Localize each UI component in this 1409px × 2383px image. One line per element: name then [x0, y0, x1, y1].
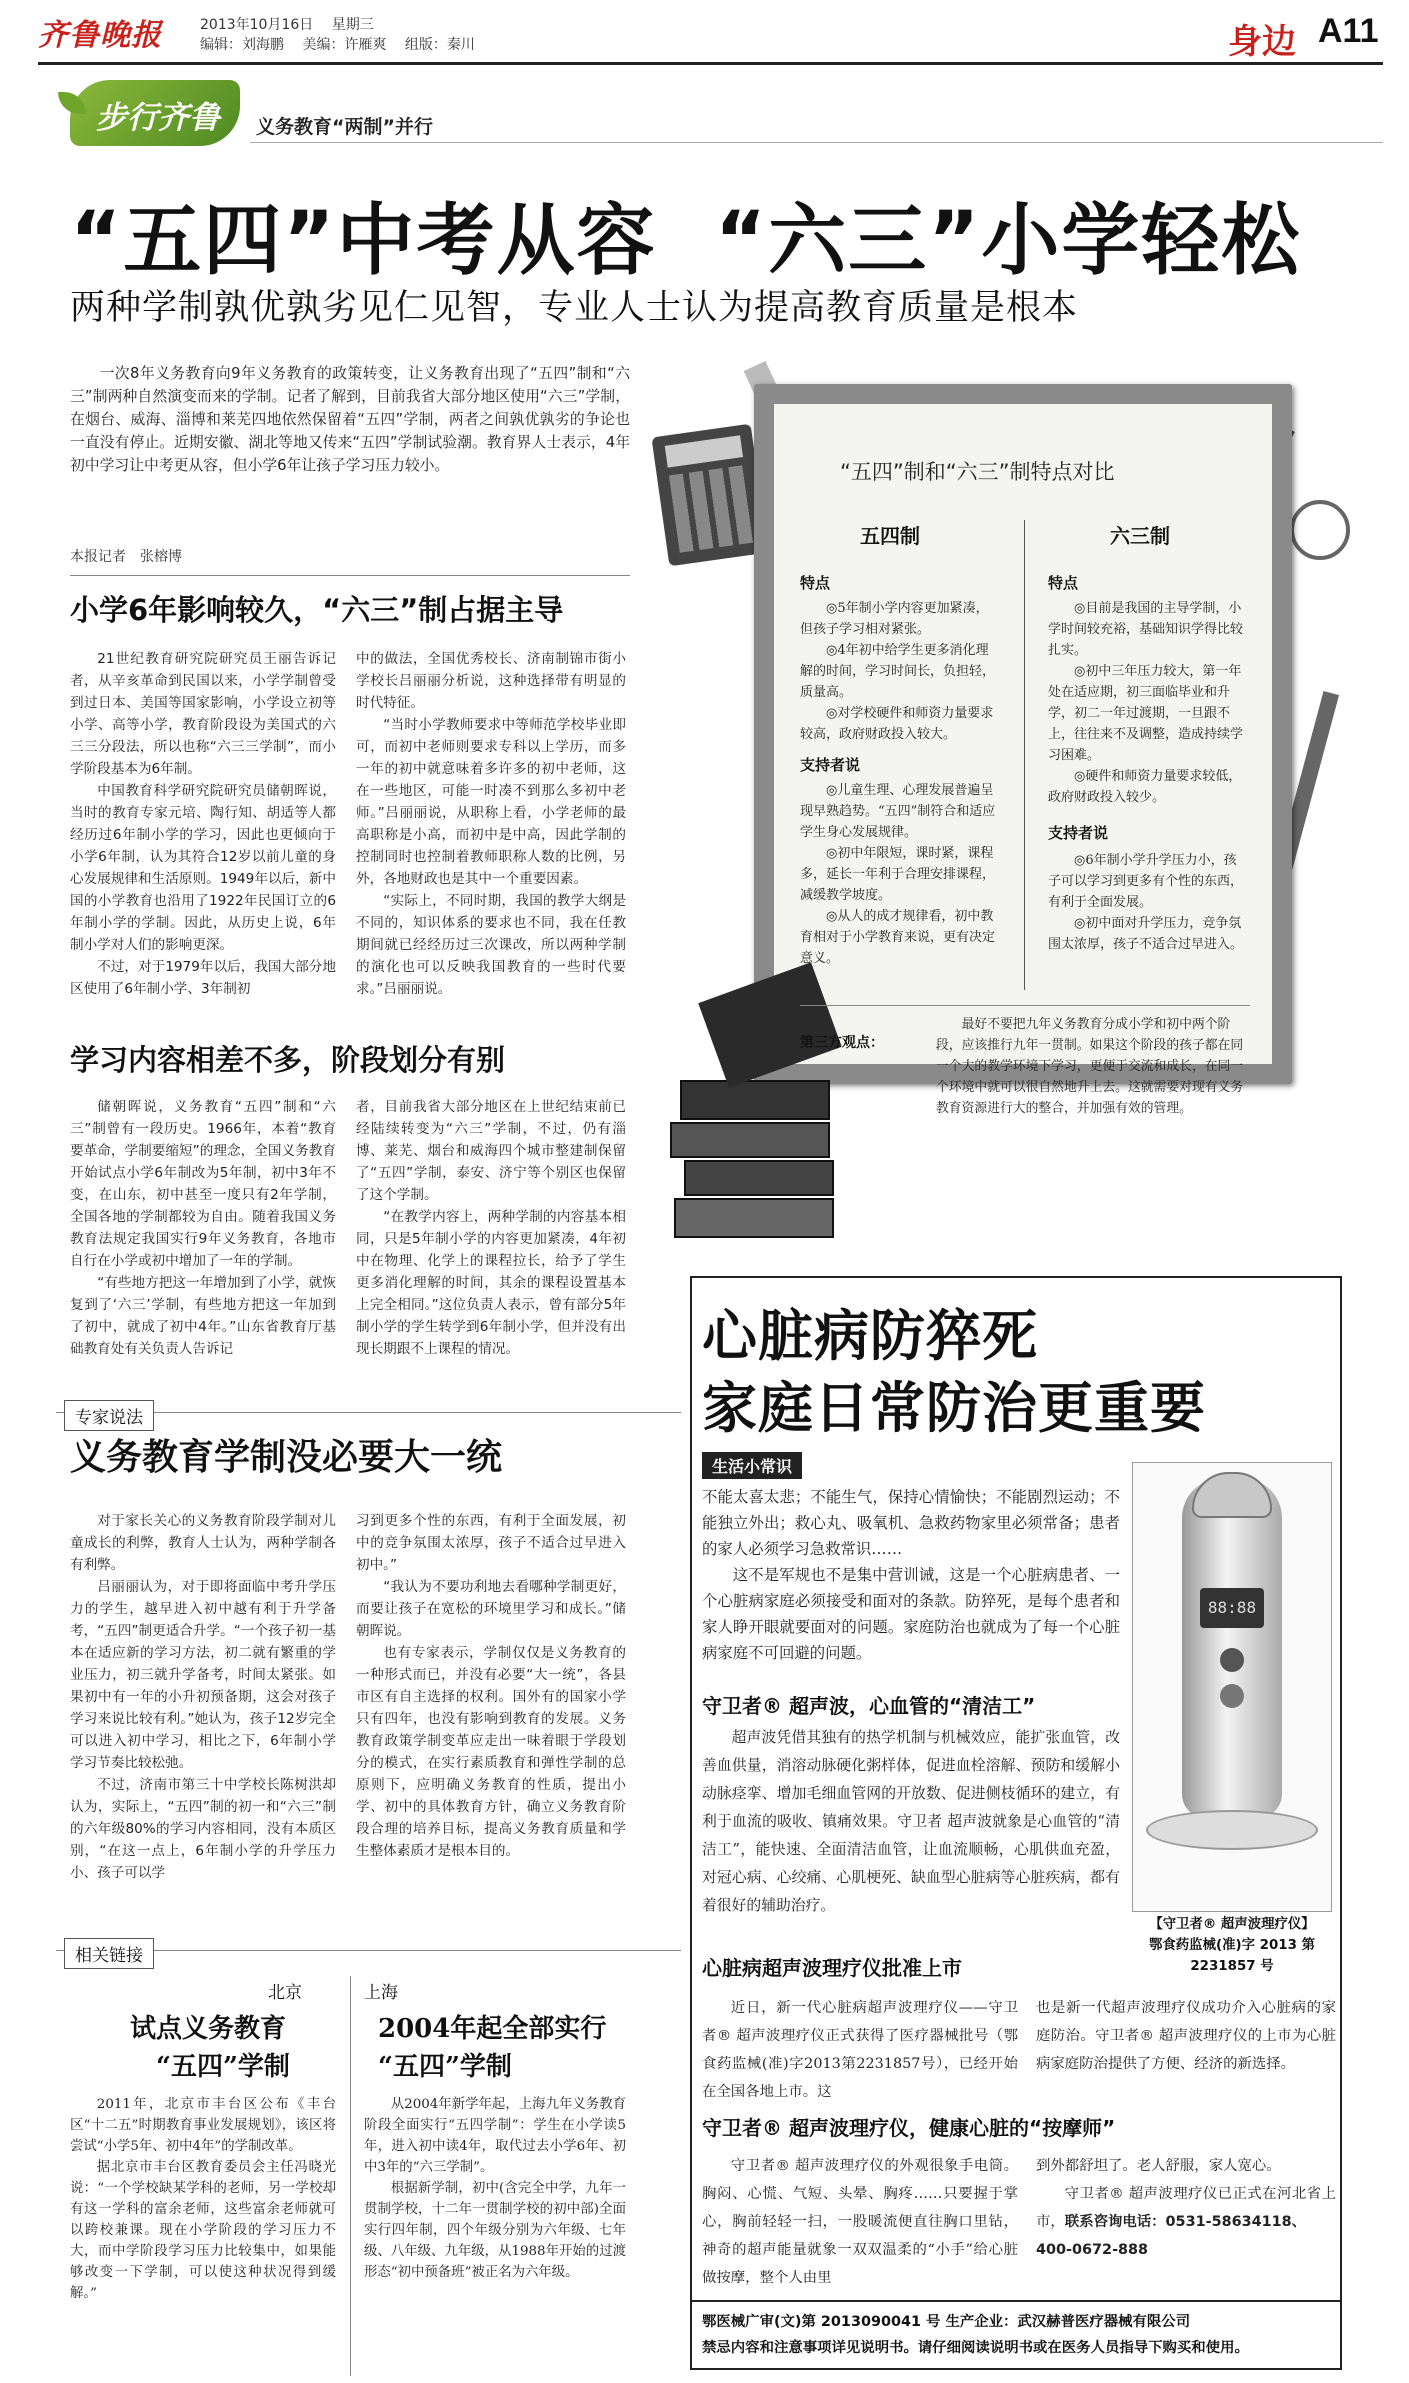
paragraph: 从2004年新学年起，上海九年义务教育阶段全面实行“五四学制”：学生在小学读5年，进入初中读4年，取代过去小学6年、初中3年的“六三学制”。: [364, 2097, 626, 2175]
paragraph: 也有专家表示，学制仅仅是义务教育的一种形式而已，并没有必要“大一统”，各县市区有自主选择的权利。国外有的国家小学只有四年，也没有影响到教育的发展。义务教育政策学制变革应走出一味着眼于学段划分的模式，在实行素质教育和弹性学制的总原则下，应明确义务教育的性质，提出小学、初中的具体教育方针，确立义务教育阶段合理的培养目标，提高义务教育质量和学生整体素质才是根本目的。: [356, 1645, 626, 1859]
lead-text: 一次8年义务教育向9年义务教育的政策转变，让义务教育出现了“五四”制和“六三”制两种自然演变而来的学制。记者了解到，目前我省大部分地区使用“六三”学制，在烟台、威海、淄博和莱芜四地依然保留着“五四”学制，两者之间孰优孰劣的争论也一直没有停止。近期安徽、湖北等地又传来“五四”学制试验潮。教育界人士表示，4年初中学习让中考更从容，但小学6年让孩子学习压力较小。: [70, 365, 630, 474]
paragraph: 习到更多个性的东西，有利于全面发展，初中的竞争氛围太浓厚，孩子不适合过早进入初中。”: [356, 1513, 626, 1573]
paragraph: “有些地方把这一年增加到了小学，就恢复到了‘六三’学制，有些地方把这一年加到了初中，就成了初中4年。”山东省教育厅基础教育处有关负责人告诉记: [70, 1275, 336, 1357]
paragraph: 也是新一代超声波理疗仪成功介入心脏病的家庭防治。守卫者® 超声波理疗仪的上市为心脏病家庭防治提供了方便、经济的新选择。: [1036, 2000, 1336, 2072]
lead-paragraph: [70, 362, 630, 477]
left-feature-label: 特点: [800, 574, 831, 592]
paper-logo: 齐鲁晚报: [38, 18, 162, 53]
lead-rule: [70, 575, 630, 576]
ad-footer-2: 禁忌内容和注意事项详见说明书。请仔细阅读说明书或在医务人员指导下购买和使用。: [702, 2340, 1249, 2356]
headline: “五四”中考从容 “六三”小学轻松: [70, 196, 1302, 286]
paragraph: 守卫者® 超声波理疗仪的外观很象手电筒。胸闷、心慌、气短、头晕、胸疼……只要握于掌心，胸前轻轻一扫，一股暖流便直往胸口里钻，神奇的超声能量就象一双双温柔的“小手”给心脏做按摩，整个人由里: [702, 2158, 1018, 2286]
desk-scene: [650, 360, 1385, 1260]
feature-item: ◎5年制小学内容更加紧凑，但孩子学习相对紧张。: [800, 601, 989, 637]
weekday: 星期三: [331, 17, 374, 33]
support-item: ◎儿童生理、心理发展普遍呈现早熟趋势。“五四”制符合和适应学生身心发展规律。: [800, 783, 996, 840]
paragraph: 超声波凭借其独有的热学机制与机械效应，能扩张血管，改善血供量，消溶动脉硬化粥样体，促进血栓溶解、预防和缓解小动脉痉挛、增加毛细血管网的开放数、促进侧枝循环的建立，有利于血流的吸收、镇痛效果。守卫者 超声波就象是心血管的“清洁工”，能快速、全面清洁血管，让血流顺畅，心肌供血充盈，对冠心病、心绞痛、心肌梗死、缺血型心脏病等心脏疾病，都有着很好的辅助治疗。: [702, 1729, 1120, 1914]
shanghai-title-2: “五四”学制: [378, 2052, 512, 2082]
shanghai-body: [364, 2094, 626, 2283]
tip-tag: 生活小常识: [702, 1452, 802, 1479]
shanghai-city: 上海: [364, 1983, 398, 2003]
ad-footer-rule: [690, 2300, 1342, 2302]
feature-item: ◎硬件和师资力量要求较低，政府财政投入较少。: [1048, 769, 1242, 805]
expert-col1: [70, 1510, 336, 1884]
section2-col2: [356, 1096, 626, 1360]
byline: 本报记者 张榕博: [70, 549, 182, 565]
feature-item: ◎初中三年压力较大，第一年处在适应期，初三面临毕业和升学，初二一年过渡期，一旦跟不上，往往来不及调整，造成持续学习困难。: [1048, 664, 1244, 763]
ad-heading-1: 守卫者® 超声波，心血管的“清洁工”: [702, 1694, 1036, 1718]
feature-item: ◎目前是我国的主导学制，小学时间较充裕，基础知识学得比较扎实。: [1048, 601, 1244, 658]
support-item: ◎初中年限短，课时紧，课程多，延长一年利于合理安排课程，减缓教学坡度。: [800, 846, 996, 903]
right-features: [1048, 598, 1248, 808]
feature-item: ◎4年初中给学生更多消化理解的时间，学习时间长，负担轻，质量高。: [800, 643, 996, 700]
paragraph: 对于家长关心的义务教育阶段学制对儿童成长的利弊，教育人士认为，两种学制各有利弊。: [70, 1513, 336, 1573]
subheadline: 两种学制孰优孰劣见仁见智，专业人士认为提高教育质量是根本: [70, 288, 1079, 328]
calculator-icon: [651, 424, 768, 567]
related-tag: 相关链接: [64, 1938, 154, 1969]
staff-credits: [200, 34, 475, 54]
device-button: [1220, 1648, 1244, 1672]
paragraph: “实际上，不同时期，我国的教学大纲是不同的，知识体系的要求也不同，我在任教期间就已经经历过三次课改，所以两种学制的演化也可以反映我国教育的一些时代要求。”吕丽丽说。: [356, 893, 626, 997]
phone-number-2: 400-0672-888: [1036, 2242, 1149, 2258]
paragraph: 不能太喜太悲；不能生气，保持心情愉快；不能剧烈运动；不能独立外出；救心丸、吸氧机、急救药物家里必须常备；患者的家人必须学习急救常识……: [702, 1488, 1120, 1558]
device-button: [1220, 1684, 1244, 1708]
left-support-label: 支持者说: [800, 756, 861, 774]
staff-designer: 美编：许雁爽: [302, 37, 387, 53]
section2-col1: [70, 1096, 336, 1360]
support-item: ◎6年制小学升学压力小，孩子可以学习到更多有个性的东西，有利于全面发展。: [1048, 853, 1244, 910]
support-item: ◎初中面对升学压力，竞争氛围太浓厚，孩子不适合过早进入。: [1048, 916, 1244, 952]
expert-tag: 专家说法: [64, 1400, 154, 1431]
phone-label: 联系咨询电话：: [1064, 2214, 1166, 2230]
device-caption: [1132, 1914, 1332, 1977]
device-screen: 88:88: [1200, 1588, 1264, 1628]
comparison-title: “五四”制和“六三”制特点对比: [840, 460, 1115, 484]
paragraph: 不过，对于1979年以后，我国大部分地区使用了6年制小学、3年制初: [70, 959, 336, 997]
third-view: [936, 1014, 1254, 1119]
section2-title: 学习内容相差不多，阶段划分有别: [70, 1043, 506, 1077]
paragraph: 者，目前我省大部分地区在上世纪结束前已经陆续转变为“六三”学制，不过，仍有淄博、莱芜、烟台和威海四个城市整建制保留了“五四”学制，泰安、济宁等个别区也保留了这个学制。: [356, 1099, 626, 1203]
device-base: [1146, 1810, 1318, 1850]
ad-para-2b: [1036, 1994, 1336, 2078]
phone-number-1: 0531-58634118、: [1165, 2214, 1307, 2230]
paragraph: 据北京市丰台区教育委员会主任冯晓光说：“一个学校缺某学科的老师，另一学校却有这一学科的富余老师，这些富余老师就可以跨校兼课。现在小学阶段的学习压力不大，而中学阶段学习压力比较集中，如果能够改变一下学制，可以使这种状况得到缓解。”: [70, 2160, 336, 2301]
right-support: [1048, 850, 1248, 955]
ad-heading-3: 守卫者® 超声波理疗仪，健康心脏的“按摩师”: [702, 2116, 1116, 2140]
paragraph: “我认为不要功利地去看哪种学制更好，而要让孩子在宽松的环境里学习和成长。”储朝晖说。: [356, 1579, 626, 1639]
ad-para-3b: [1036, 2152, 1336, 2264]
issue-date: [200, 14, 374, 34]
beijing-title-2: “五四”学制: [156, 2052, 290, 2082]
section-label: 身边: [1228, 22, 1296, 62]
paragraph: 2011年，北京市丰台区公布《丰台区“十二五”时期教育事业发展规划》，该区将尝试“小学5年、初中4年”的学制改革。: [70, 2097, 336, 2154]
paragraph: 根据新学制，初中(含完全中学，九年一贯制学校，十二年一贯制学校的初中部)全面实行四年制，四个年级分别为六年级、七年级、八年级、九年级，从1988年开始的过渡形态“初中预备班”被正名为六年级。: [364, 2181, 626, 2280]
paragraph: 这不是军规也不是集中营训诫，这是一个心脏病患者、一个心脏病家庭必须接受和面对的条款。防猝死，是每个患者和家人睁开眼就要面对的问题。家庭防治也就成为了每一个心脏病家庭不可回避的问题。: [702, 1566, 1120, 1662]
beijing-title-1: 试点义务教育: [130, 2014, 287, 2044]
related-divider: [350, 1976, 351, 2376]
support-item: ◎从人的成才规律看，初中教育相对于小学教育来说，更有决定意义。: [800, 909, 996, 966]
section1-title: 小学6年影响较久，“六三”制占据主导: [70, 593, 564, 627]
paragraph: 中的做法，全国优秀校长、济南制锦市街小学校长吕丽丽分析说，这种选择带有明显的时代特征。: [356, 651, 626, 711]
paragraph: “当时小学教师要求中等师范学校毕业即可，而初中老师则要求专科以上学历，而多一年的初中就意味着多许多的初中老师，这在一些地区，可能一时凑不到那么多初中老师。”吕丽丽说，从职称上看，小学老师的最高职称是小高，而初中是中高，因此学制的控制同时也控制着教师职称人数的比例，另外，各地财政也是其中一个重要因素。: [356, 717, 626, 887]
right-header: 六三制: [1110, 524, 1170, 548]
paragraph: 近日，新一代心脏病超声波理疗仪——守卫者® 超声波理疗仪正式获得了医疗器械批号（鄂食药监械(准)字2013第2231857号），已经开始在全国各地上市。这: [702, 2000, 1018, 2100]
expert-col2: [356, 1510, 626, 1862]
scissors-icon: [1290, 500, 1350, 560]
paragraph: 不过，济南市第三十中学校长陈树洪却认为，实际上，“五四”制的初一和“六三”制的六年级80%的学习内容相同，没有本质区别，“在这一点上，6年制小学的升学压力小、孩子可以学: [70, 1777, 336, 1881]
expert-title: 义务教育学制没必要大一统: [70, 1437, 503, 1478]
left-support: [800, 780, 1000, 969]
section1-col2: [356, 648, 626, 1000]
ad-title-1: 心脏病防猝死: [702, 1304, 1039, 1368]
ad-para-2a: [702, 1994, 1018, 2106]
shanghai-title-1: 2004年起全部实行: [378, 2014, 607, 2044]
page-number: A11: [1318, 12, 1379, 50]
staff-editor: 编辑：刘海鹏: [200, 37, 284, 53]
ad-footer-1: 鄂医械广审(文)第 2013090041 号 生产企业：武汉赫普医疗器械有限公司: [702, 2314, 1191, 2330]
paragraph: [1036, 2180, 1336, 2236]
beijing-city: 北京: [268, 1983, 302, 2003]
column-brand: 步行齐鲁: [96, 100, 220, 136]
ad-para-1: [702, 1724, 1120, 1920]
ultrasound-device: [1182, 1478, 1282, 1818]
paragraph: [1036, 2236, 1336, 2264]
paragraph: 到外都舒坦了。老人舒服，家人宽心。: [1036, 2158, 1281, 2174]
paragraph: “在教学内容上，两种学制的内容基本相同，只是5年制小学的内容更加紧凑，4年初中在物理、化学上的课程拉长，给予了学生更多消化理解的时间，其余的课程设置基本上完全相同。”这位负责人表示，曾有部分5年制小学的学生转学到6年制小学，但并没有出现长期跟不上课程的情况。: [356, 1209, 626, 1357]
left-header: 五四制: [860, 524, 920, 548]
third-view-rule: [800, 1005, 1250, 1006]
masthead-rule: [38, 62, 1383, 65]
third-view-label: 第三方观点：: [800, 1035, 884, 1051]
paragraph: 储朝晖说，义务教育“五四”制和“六三”制曾有一段历史。1966年，本着“教育要革命，学制要缩短”的理念，全国义务教育开始试点小学6年制改为5年制，初中3年不变，在山东，初中甚至一度只有2年学制，全国各地的学制都较为自由。随着我国义务教育法规定我国实行9年义务教育，各地市自行在小学或初中增加了一年的学制。: [70, 1099, 336, 1269]
comparison-divider: [1024, 520, 1025, 990]
ad-intro: [702, 1484, 1120, 1666]
feature-item: ◎对学校硬件和师资力量要求较高，政府财政投入较大。: [800, 706, 994, 742]
section1-col1: [70, 648, 336, 1000]
device-caption-2: 鄂食药监械(准)字 2013 第: [1149, 1938, 1315, 1953]
right-support-label: 支持者说: [1048, 824, 1109, 842]
paragraph: 21世纪教育研究院研究员王丽告诉记者，从辛亥革命到民国以来，小学学制曾受到过日本、美国等国家影响，小学设立初等小学、高等小学，教育阶段设为美国式的六三三分段法，所以也称“六三三学制”，而小学阶段基本为6年制。: [70, 651, 336, 777]
date: 2013年10月16日: [200, 17, 314, 33]
device-caption-3: 2231857 号: [1190, 1959, 1274, 1974]
ad-para-3a: [702, 2152, 1018, 2292]
third-view-text: 最好不要把九年义务教育分成小学和初中两个阶段，应该推行九年一贯制。如果这个阶段的孩子都在同一个大的教学环境下学习，更便于交流和成长，在同一个环境中就可以很自然地升上去。这就需要对现有义务教育资源进行大的整合，并加强有效的管理。: [936, 1017, 1244, 1116]
paragraph: 吕丽丽认为，对于即将面临中考升学压力的学生，越早进入初中越有利于升学备考，“五四”制更适合升学。“一个孩子初一基本在适应新的学习方法，初二就有繁重的学业压力，初三就升学备考，时间太紧张。如果初中有一年的小升初预备期，这会对孩子学习来说比较有利。”她认为，孩子12岁完全可以进入初中学习，相比之下，6年制小学学习节奏比较松弛。: [70, 1579, 336, 1771]
column-rule: [250, 142, 1383, 143]
device-caption-1: 【守卫者® 超声波理疗仪】: [1149, 1917, 1315, 1932]
ad-title-2: 家庭日常防治更重要: [702, 1376, 1207, 1440]
paragraph-text: 守卫者® 超声波理疗仪已正式在河北省上市，: [1036, 2186, 1336, 2230]
column-topic: 义务教育“两制”并行: [256, 116, 433, 138]
ad-heading-2: 心脏病超声波理疗仪批准上市: [702, 1956, 962, 1980]
left-features: [800, 598, 1000, 745]
staff-layout: 组版：秦川: [404, 37, 475, 53]
beijing-body: [70, 2094, 336, 2304]
right-feature-label: 特点: [1048, 574, 1079, 592]
paragraph: 中国教育科学研究院研究员储朝晖说，当时的教育专家元培、陶行知、胡适等人都经历过6年制小学的学习，因此也更倾向于小学6年制，认为其符合12岁以前儿童的身心发展规律和生活原则。1949年以后，新中国的小学教育也沿用了1922年民国订立的6年制小学的学制。因此，从历史上说，6年制小学对人们的影响更深。: [70, 783, 336, 953]
